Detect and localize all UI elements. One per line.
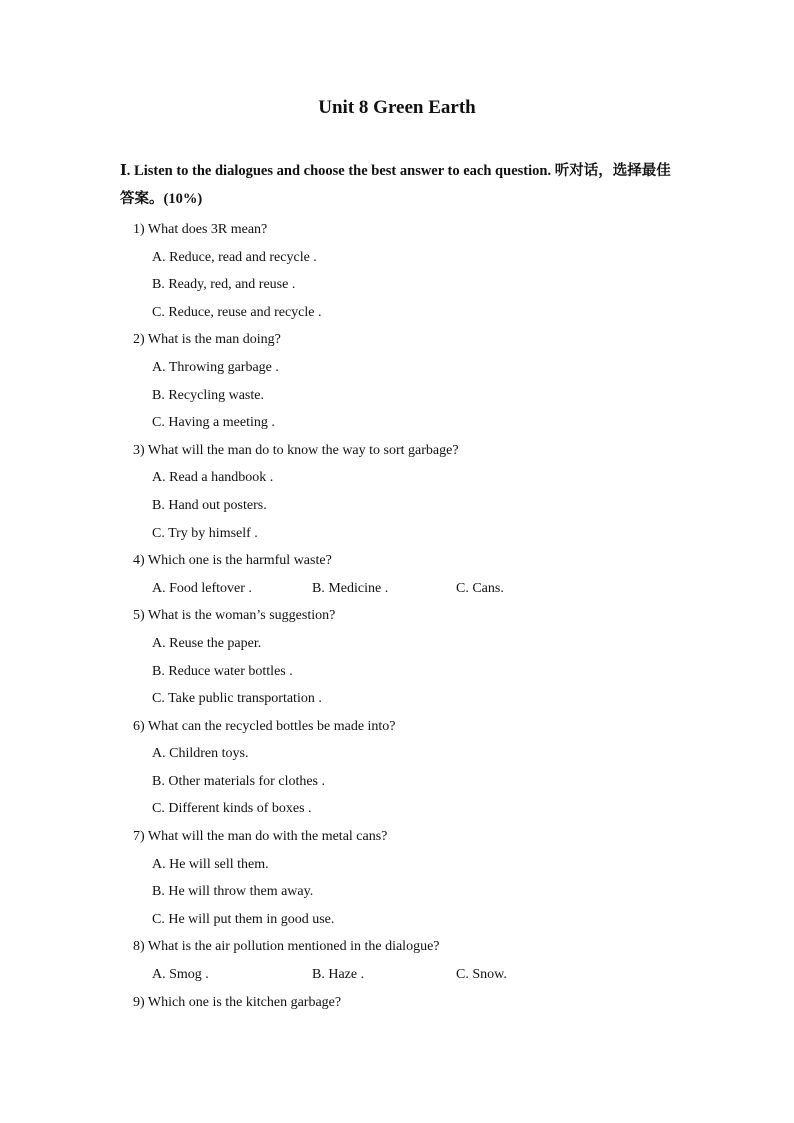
- option-6b: B. Other materials for clothes .: [152, 773, 326, 789]
- option-5a: A. Reuse the paper.: [152, 635, 262, 651]
- option-4a: A. Food leftover .: [152, 580, 252, 596]
- question-list: [0, 216, 794, 1016]
- option-7b: B. He will throw them away.: [152, 884, 314, 900]
- option-8b: B. Haze .: [312, 967, 365, 983]
- question-8: 8) What is the air pollution mentioned in the dialogue?: [133, 939, 440, 955]
- option-2b: B. Recycling waste.: [152, 387, 264, 403]
- option-5c: C. Take public transportation .: [152, 691, 322, 707]
- option-8a: A. Smog .: [152, 967, 209, 983]
- option-6a: A. Children toys.: [152, 746, 249, 762]
- option-3a: A. Read a handbook .: [152, 470, 274, 486]
- section-instruction: Ⅰ. Listen to the dialogues and choose the best answer to each question. 听对话，选择最佳答案。(10%): [120, 163, 671, 207]
- question-1: 1) What does 3R mean?: [133, 222, 268, 237]
- option-3b: B. Hand out posters.: [152, 497, 267, 513]
- option-row-4: [0, 575, 794, 603]
- option-2c: C. Having a meeting .: [152, 415, 275, 431]
- option-row-8: [0, 961, 794, 989]
- question-3: 3) What will the man do to know the way to sort garbage?: [133, 442, 459, 458]
- option-1c: C. Reduce, reuse and recycle .: [152, 304, 322, 320]
- page-title: Unit 8 Green Earth: [318, 97, 476, 118]
- option-2a: A. Throwing garbage .: [152, 359, 279, 375]
- question-6: 6) What can the recycled bottles be made into?: [133, 718, 396, 734]
- option-1b: B. Ready, red, and reuse .: [152, 277, 296, 293]
- option-4c: C. Cans.: [456, 580, 504, 596]
- option-4b: B. Medicine .: [312, 580, 389, 596]
- question-7: 7) What will the man do with the metal cans?: [133, 829, 388, 845]
- question-5: 5) What is the woman’s suggestion?: [133, 608, 336, 624]
- option-7c: C. He will put them in good use.: [152, 911, 335, 927]
- option-7a: A. He will sell them.: [152, 856, 269, 872]
- option-3c: C. Try by himself .: [152, 525, 258, 541]
- option-6c: C. Different kinds of boxes .: [152, 801, 312, 817]
- option-5b: B. Reduce water bottles .: [152, 663, 293, 679]
- option-8c: C. Snow.: [456, 967, 507, 983]
- option-1a: A. Reduce, read and recycle .: [152, 249, 317, 265]
- question-4: 4) Which one is the harmful waste?: [133, 553, 332, 569]
- question-2: 2) What is the man doing?: [133, 332, 281, 348]
- question-9: 9) Which one is the kitchen garbage?: [133, 994, 342, 1010]
